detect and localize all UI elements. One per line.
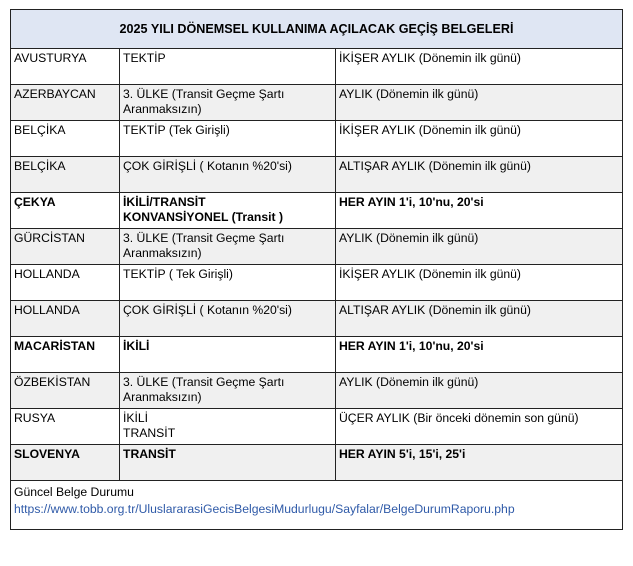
country-cell: HOLLANDA: [11, 265, 120, 301]
period-cell: AYLIK (Dönemin ilk günü): [336, 229, 623, 265]
period-cell: İKİŞER AYLIK (Dönemin ilk günü): [336, 265, 623, 301]
permit-type-cell: [120, 49, 336, 85]
table-row: [11, 157, 623, 193]
permit-type-line: TRANSİT: [123, 426, 176, 440]
footer-row: [11, 481, 623, 530]
permit-type-line: TEKTİP ( Tek Girişli): [123, 267, 233, 281]
table-row: [11, 373, 623, 409]
period-cell: ALTIŞAR AYLIK (Dönemin ilk günü): [336, 301, 623, 337]
permit-type-line: 3. ÜLKE (Transit Geçme Şartı: [123, 375, 285, 389]
table-row: [11, 121, 623, 157]
permit-type-cell: [120, 373, 336, 409]
permit-type-line: Aranmaksızın): [123, 102, 202, 116]
status-report-link[interactable]: https://www.tobb.org.tr/UluslararasiGecisBelgesiMudurlugu/Sayfalar/BelgeDurumRaporu.php: [14, 502, 515, 516]
permit-type-line: Aranmaksızın): [123, 246, 202, 260]
title-row: [11, 10, 623, 49]
permit-document: [10, 9, 622, 530]
permit-table-body: [11, 10, 623, 481]
table-row: [11, 49, 623, 85]
table-row: [11, 409, 623, 445]
country-cell: ÖZBEKİSTAN: [11, 373, 120, 409]
permit-type-line: TEKTİP (Tek Girişli): [123, 123, 230, 137]
document-title: 2025 YILI DÖNEMSEL KULLANIMA AÇILACAK GEÇİŞ BELGELERİ: [11, 10, 623, 49]
table-row: [11, 265, 623, 301]
table-row: [11, 301, 623, 337]
permit-type-cell: [120, 157, 336, 193]
permit-table: [10, 9, 623, 530]
country-cell: GÜRCİSTAN: [11, 229, 120, 265]
permit-type-line: ÇOK GİRİŞLİ ( Kotanın %20'si): [123, 159, 292, 173]
permit-type-line: ÇOK GİRİŞLİ ( Kotanın %20'si): [123, 303, 292, 317]
country-cell: MACARİSTAN: [11, 337, 120, 373]
permit-type-cell: [120, 301, 336, 337]
period-cell: AYLIK (Dönemin ilk günü): [336, 373, 623, 409]
permit-type-cell: [120, 337, 336, 373]
table-row: [11, 193, 623, 229]
country-cell: BELÇİKA: [11, 121, 120, 157]
country-cell: BELÇİKA: [11, 157, 120, 193]
period-cell: AYLIK (Dönemin ilk günü): [336, 85, 623, 121]
permit-type-line: İKİLİ: [123, 339, 150, 353]
permit-type-line: İKİLİ: [123, 411, 149, 425]
country-cell: HOLLANDA: [11, 301, 120, 337]
period-cell: İKİŞER AYLIK (Dönemin ilk günü): [336, 49, 623, 85]
table-row: [11, 337, 623, 373]
country-cell: SLOVENYA: [11, 445, 120, 481]
permit-type-line: KONVANSİYONEL (Transit ): [123, 210, 284, 224]
permit-type-line: İKİLİ/TRANSİT: [123, 195, 206, 209]
permit-type-cell: [120, 229, 336, 265]
permit-type-line: TEKTİP: [123, 51, 166, 65]
permit-type-line: 3. ÜLKE (Transit Geçme Şartı: [123, 231, 285, 245]
table-row: [11, 85, 623, 121]
period-cell: İKİŞER AYLIK (Dönemin ilk günü): [336, 121, 623, 157]
period-cell: HER AYIN 1'i, 10'nu, 20'si: [336, 337, 623, 373]
country-cell: ÇEKYA: [11, 193, 120, 229]
permit-type-cell: [120, 193, 336, 229]
period-cell: ÜÇER AYLIK (Bir önceki dönemin son günü): [336, 409, 623, 445]
permit-type-line: TRANSİT: [123, 447, 176, 461]
country-cell: AZERBAYCAN: [11, 85, 120, 121]
period-cell: HER AYIN 1'i, 10'nu, 20'si: [336, 193, 623, 229]
permit-type-line: 3. ÜLKE (Transit Geçme Şartı: [123, 87, 285, 101]
permit-type-line: Aranmaksızın): [123, 390, 202, 404]
permit-type-cell: [120, 445, 336, 481]
table-row: [11, 229, 623, 265]
country-cell: RUSYA: [11, 409, 120, 445]
permit-type-cell: [120, 85, 336, 121]
permit-type-cell: [120, 121, 336, 157]
period-cell: HER AYIN 5'i, 15'i, 25'i: [336, 445, 623, 481]
permit-type-cell: [120, 409, 336, 445]
footer-cell: [11, 481, 623, 530]
table-row: [11, 445, 623, 481]
country-cell: AVUSTURYA: [11, 49, 120, 85]
period-cell: ALTIŞAR AYLIK (Dönemin ilk günü): [336, 157, 623, 193]
permit-type-cell: [120, 265, 336, 301]
footer-label: Güncel Belge Durumu: [14, 485, 134, 499]
